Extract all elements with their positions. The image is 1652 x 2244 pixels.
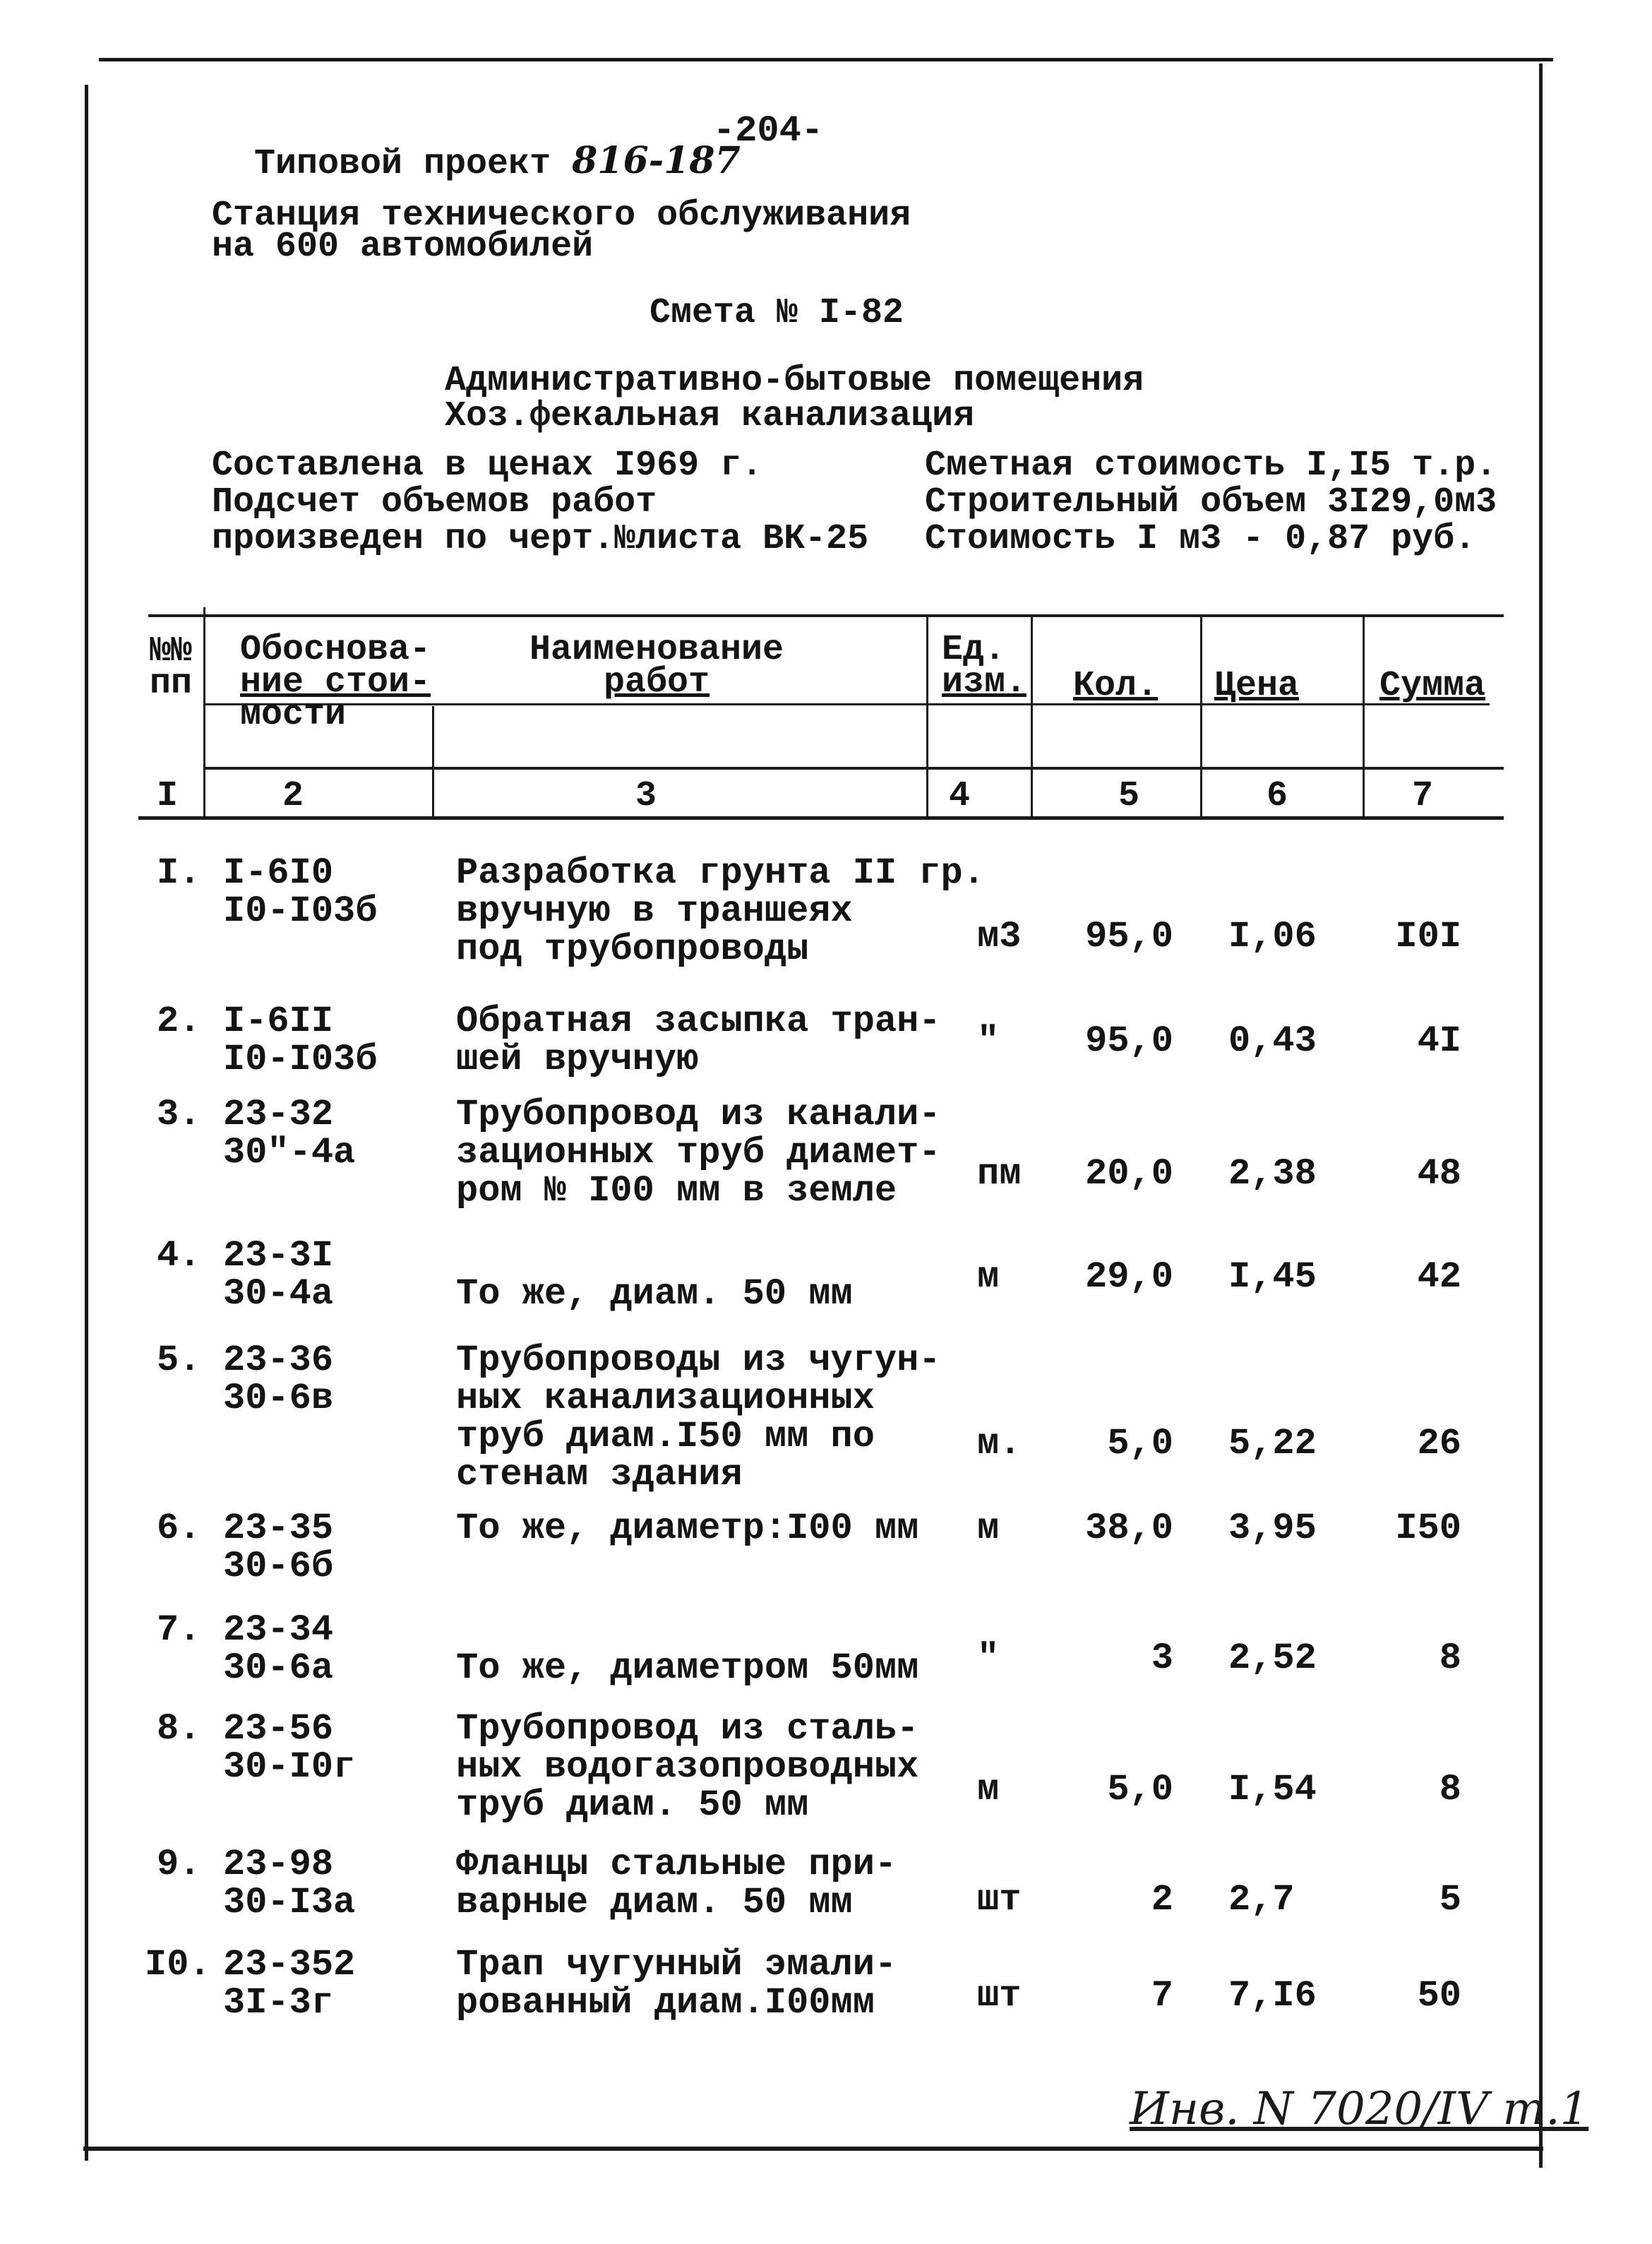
row-basis-line: I0-I03б: [223, 1039, 378, 1080]
row-sum: 8: [1439, 1769, 1461, 1810]
row-sum: I0I: [1395, 916, 1461, 957]
row-basis-line: 23-352: [223, 1944, 356, 1986]
header-basis-line-3: мости: [240, 695, 347, 735]
station-line-1: Станция технического обслуживания: [212, 196, 911, 236]
row-name-line: [456, 1611, 918, 1649]
col-divider-5: [1200, 614, 1202, 819]
row-price: I,54: [1228, 1769, 1317, 1810]
row-name: [456, 1339, 941, 1496]
row-name: [456, 1096, 941, 1210]
project-label: Типовой проект: [254, 144, 551, 184]
row-unit: м: [977, 1256, 1000, 1298]
table-rule-colnum-bottom: [138, 816, 1504, 820]
row-basis-line: 30-6а: [223, 1647, 334, 1689]
row-unit: ": [977, 1637, 1000, 1679]
header-basis-line-2: ние стои-: [240, 662, 431, 703]
row-name-line: То же, диаметр:I00 мм: [456, 1508, 919, 1549]
row-basis: [223, 854, 377, 931]
row-price: 2,7: [1228, 1879, 1295, 1921]
row-sum: I50: [1395, 1508, 1461, 1549]
border-left: [85, 85, 88, 2161]
header-num-line-1: №№: [150, 631, 193, 672]
row-unit: шт: [977, 1879, 1022, 1921]
row-unit: ": [977, 1020, 1000, 1062]
row-number: 3.: [157, 1094, 201, 1135]
row-basis-line: I-6I0: [223, 852, 334, 894]
row-name: [456, 1846, 897, 1922]
row-basis-line: 30-4а: [223, 1273, 334, 1315]
row-name-line: Трубопровод из канали-: [456, 1094, 941, 1135]
row-price: 5,22: [1228, 1423, 1317, 1464]
row-sum: 4I: [1417, 1020, 1461, 1062]
row-name-line: То же, диам. 50 мм: [456, 1273, 853, 1315]
row-sum: 8: [1439, 1637, 1461, 1679]
row-name: [456, 1946, 897, 2022]
border-bottom: [83, 2147, 1543, 2151]
row-name-line: Трубопровод из сталь-: [456, 1708, 919, 1750]
colnum-3: 3: [635, 776, 657, 816]
row-price: 7,I6: [1228, 1975, 1317, 2017]
row-number: 7.: [157, 1609, 201, 1651]
col-divider-4: [1031, 614, 1033, 819]
header-sum: Сумма: [1379, 666, 1486, 706]
row-basis: [223, 1611, 333, 1688]
row-qty: 7: [1151, 1975, 1173, 2017]
row-name: [456, 1710, 918, 1825]
row-basis-line: 3I-3г: [223, 1982, 334, 2024]
project-number: 816-187: [572, 139, 741, 182]
row-name-line: Разработка грунта II гр.: [456, 852, 985, 894]
row-name-line: ром № I00 мм в земле: [456, 1170, 897, 1212]
border-top: [99, 58, 1553, 61]
row-qty: 3: [1151, 1637, 1173, 1679]
row-basis-line: 30-6б: [223, 1546, 334, 1587]
header-price: Цена: [1214, 666, 1300, 706]
row-number: 4.: [157, 1235, 201, 1277]
row-basis-line: 30-6в: [223, 1378, 334, 1419]
row-name-line: То же, диаметром 50мм: [456, 1647, 919, 1689]
row-unit: м: [977, 1508, 1000, 1549]
row-name-line: стенам здания: [456, 1454, 743, 1496]
row-sum: 42: [1417, 1256, 1461, 1298]
row-basis-line: 23-34: [223, 1609, 334, 1651]
row-basis-line: 23-36: [223, 1339, 334, 1381]
row-price: 2,38: [1228, 1153, 1317, 1195]
row-qty: 38,0: [1085, 1508, 1173, 1549]
row-name: [456, 1510, 918, 1548]
info-right-2: Строительный объем 3I29,0м3: [925, 482, 1497, 523]
row-name-line: труб диам.I50 мм по: [456, 1416, 875, 1457]
colnum-4: 4: [949, 776, 971, 816]
row-basis: [223, 1096, 355, 1172]
row-name-line: Фланцы стальные при-: [456, 1844, 897, 1885]
row-number: 9.: [157, 1844, 201, 1885]
colnum-1: I: [157, 776, 179, 816]
row-name: [456, 854, 985, 969]
page-number: -204-: [713, 110, 824, 152]
row-price: 3,95: [1228, 1508, 1317, 1549]
header-basis-line-1: Обоснова-: [240, 630, 431, 670]
estimate-title: Смета № I-82: [650, 293, 904, 333]
header-name-line-1: Наименование: [529, 630, 784, 670]
row-price: 0,43: [1228, 1020, 1317, 1062]
row-price: 2,52: [1228, 1637, 1317, 1679]
table-rule-top: [148, 614, 1504, 617]
row-name-line: труб диам. 50 мм: [456, 1784, 809, 1826]
colnum-2: 2: [282, 776, 304, 816]
project-line: [254, 141, 741, 184]
row-price: I,45: [1228, 1256, 1317, 1298]
row-basis-line: 23-98: [223, 1844, 334, 1885]
header-qty: Кол.: [1073, 666, 1159, 706]
station-line-2: на 600 автомобилей: [212, 227, 594, 267]
row-qty: 5,0: [1107, 1769, 1173, 1810]
border-right: [1539, 64, 1543, 2168]
row-name-line: под трубопроводы: [456, 929, 809, 970]
row-name-line: вручную в траншеях: [456, 890, 853, 932]
subtitle-line-2: Хоз.фекальная канализация: [445, 396, 975, 436]
colnum-7: 7: [1412, 776, 1434, 816]
row-number: 8.: [157, 1708, 201, 1750]
row-basis: [223, 1946, 355, 2022]
row-name-line: Трубопроводы из чугун-: [456, 1339, 941, 1381]
subtitle-line-1: Административно-бытовые помещения: [445, 361, 1144, 401]
inventory-stamp: Инв. N 7020/IV т.1: [1130, 2083, 1589, 2135]
row-name-line: рованный диам.I00мм: [456, 1982, 875, 2024]
info-left-2: Подсчет объемов работ: [212, 482, 657, 523]
info-right-3: Стоимость I м3 - 0,87 руб.: [925, 519, 1476, 559]
row-name-line: зационных труб диамет-: [456, 1132, 941, 1174]
row-sum: 5: [1439, 1879, 1461, 1921]
col-divider-3: [926, 614, 928, 819]
row-qty: 20,0: [1085, 1153, 1173, 1195]
row-basis-line: I-6II: [223, 1001, 334, 1042]
row-basis: [223, 1237, 333, 1313]
row-unit: м: [977, 1769, 1000, 1810]
row-basis-line: 23-35: [223, 1508, 334, 1549]
row-qty: 95,0: [1085, 916, 1173, 957]
row-unit: пм: [977, 1153, 1022, 1195]
row-unit: м3: [977, 916, 1022, 957]
row-number: 6.: [157, 1508, 201, 1549]
row-name: [456, 1611, 918, 1688]
header-basis: [240, 630, 431, 735]
row-basis: [223, 1710, 355, 1786]
row-price: I,06: [1228, 916, 1317, 957]
header-unit-line-2: изм.: [942, 662, 1027, 703]
colnum-5: 5: [1118, 776, 1140, 816]
row-basis-line: 30"-4а: [223, 1132, 356, 1174]
row-basis: [223, 1339, 334, 1419]
row-sum: 50: [1417, 1975, 1461, 2017]
row-sum: 48: [1417, 1153, 1461, 1195]
header-name-line-2: работ: [604, 662, 710, 703]
row-name-line: ных водогазопроводных: [456, 1746, 919, 1788]
row-name: [456, 1237, 853, 1313]
colnum-6: 6: [1267, 776, 1288, 816]
row-number: I.: [157, 852, 201, 894]
info-left-1: Составлена в ценах I969 г.: [212, 446, 763, 486]
row-basis: [223, 1003, 377, 1079]
row-basis-line: 23-3I: [223, 1235, 334, 1277]
header-name: [529, 630, 784, 703]
info-left-3: произведен по черт.№листа ВК-25: [212, 519, 869, 559]
col-divider-2: [432, 706, 434, 819]
row-qty: 95,0: [1085, 1020, 1173, 1062]
row-number: 2.: [157, 1001, 201, 1042]
row-qty: 2: [1151, 1879, 1173, 1921]
row-name-line: ных канализационных: [456, 1378, 875, 1419]
row-qty: 5,0: [1107, 1423, 1173, 1464]
row-basis-line: 30-I0г: [223, 1746, 356, 1788]
row-basis-line: 23-56: [223, 1708, 334, 1750]
row-basis-line: I0-I03б: [223, 890, 378, 932]
row-basis: [223, 1846, 355, 1922]
header-unit: [942, 630, 1027, 703]
row-unit: шт: [977, 1975, 1022, 2017]
row-number: 5.: [157, 1339, 201, 1381]
row-name-line: варные диам. 50 мм: [456, 1882, 853, 1923]
row-name-line: Трап чугунный эмали-: [456, 1944, 897, 1986]
info-right-1: Сметная стоимость I,I5 т.р.: [925, 446, 1497, 486]
header-unit-line-1: Ед.: [942, 630, 1006, 670]
row-basis: [223, 1510, 333, 1586]
row-qty: 29,0: [1085, 1256, 1173, 1298]
row-name-line: [456, 1237, 853, 1275]
col-divider-1: [203, 607, 205, 819]
row-basis-line: 23-32: [223, 1094, 334, 1135]
row-name: [456, 1003, 941, 1079]
row-unit: м.: [977, 1423, 1022, 1464]
header-num-line-2: пп: [150, 664, 193, 704]
row-sum: 26: [1417, 1423, 1461, 1464]
col-divider-6: [1363, 614, 1365, 819]
row-basis-line: 30-I3а: [223, 1882, 356, 1923]
row-name-line: шей вручную: [456, 1039, 699, 1080]
row-number: I0.: [145, 1944, 211, 1986]
table-rule-header-bottom: [205, 767, 1504, 770]
header-num: [150, 631, 193, 704]
row-name-line: Обратная засыпка тран-: [456, 1001, 941, 1042]
